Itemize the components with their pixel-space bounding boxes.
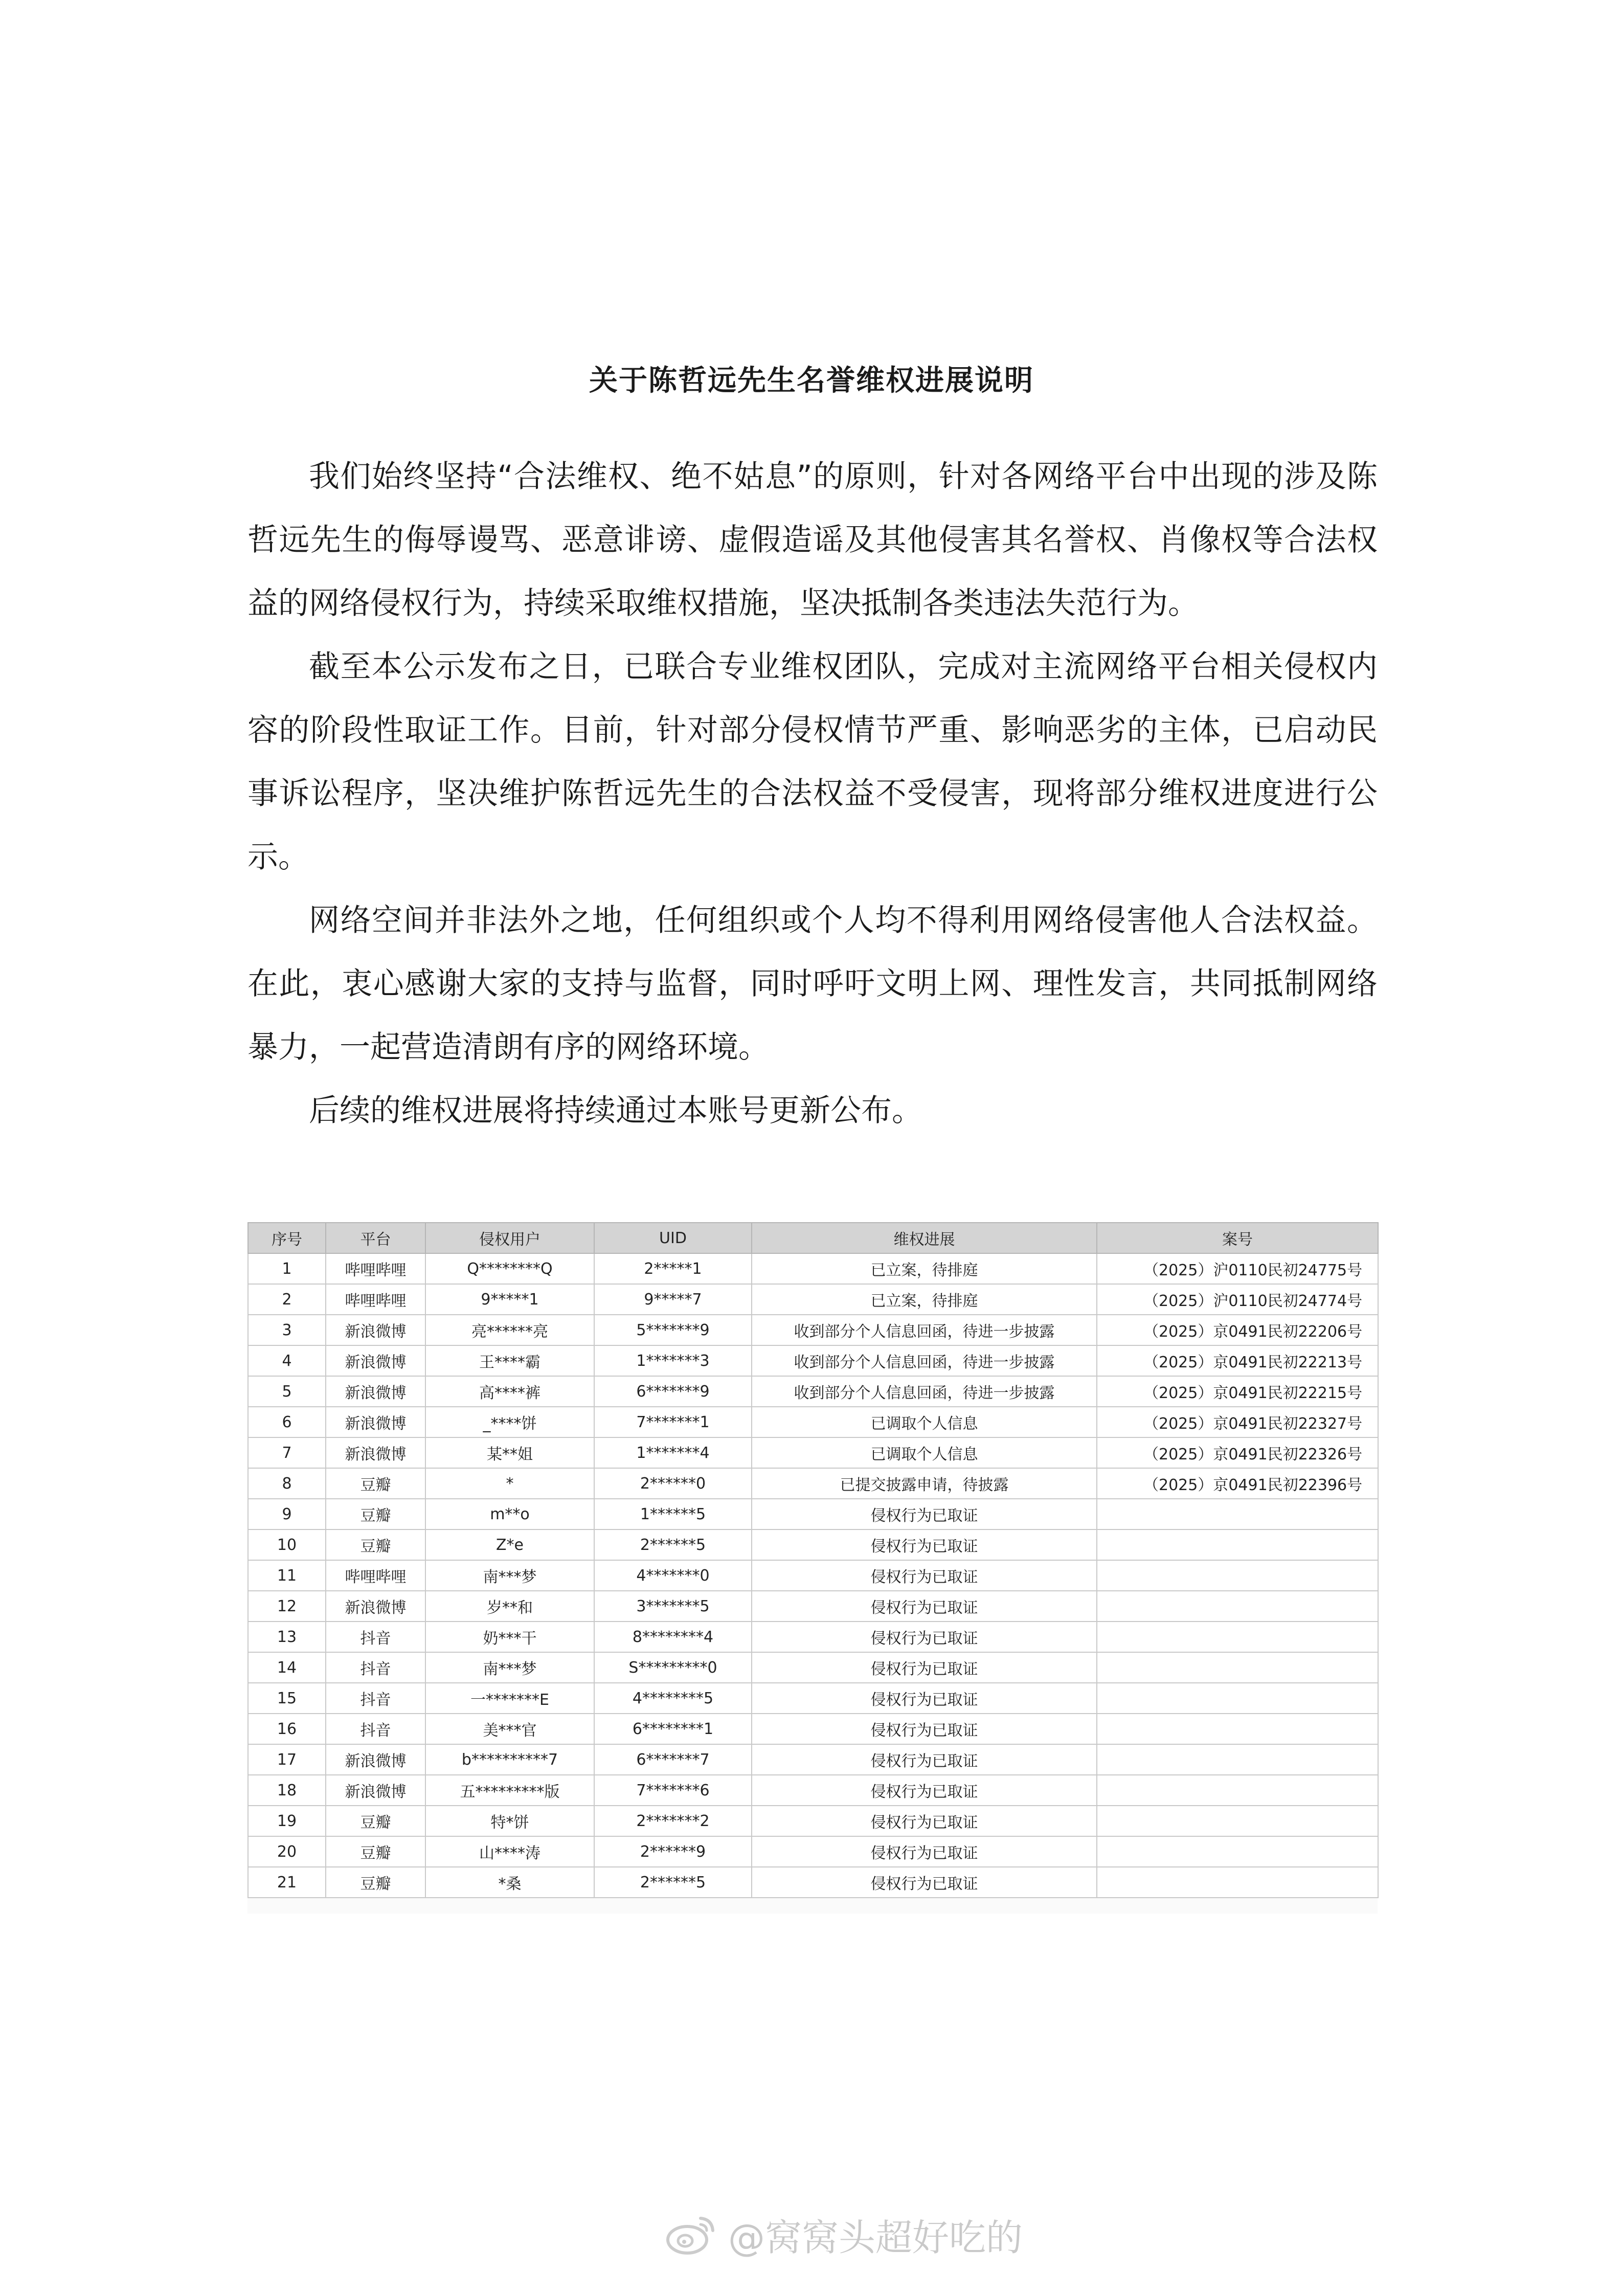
cell-progress: 收到部分个人信息回函，待进一步披露 <box>752 1315 1097 1345</box>
cell-index: 20 <box>248 1836 326 1867</box>
cell-uid: 5*******9 <box>594 1315 752 1345</box>
table-row <box>248 1284 1378 1315</box>
cell-uid: 6*******9 <box>594 1376 752 1407</box>
table-row <box>248 1499 1378 1529</box>
cell-index: 12 <box>248 1591 326 1622</box>
table-row <box>248 1529 1378 1560</box>
table-row <box>248 1591 1378 1622</box>
case-table-container <box>247 1222 1378 1914</box>
cell-index: 4 <box>248 1345 326 1376</box>
document-title: 关于陈哲远先生名誉维权进展说明 <box>589 364 1034 397</box>
table-row <box>248 1345 1378 1376</box>
cell-progress: 侵权行为已取证 <box>752 1591 1097 1622</box>
cell-uid: 4********5 <box>594 1683 752 1714</box>
cell-progress: 收到部分个人信息回函，待进一步披露 <box>752 1376 1097 1407</box>
document-body <box>247 445 1378 1142</box>
cell-case-number <box>1097 1560 1378 1591</box>
table-row <box>248 1683 1378 1714</box>
cell-index: 10 <box>248 1529 326 1560</box>
cell-progress: 侵权行为已取证 <box>752 1499 1097 1529</box>
cell-case-number: （2025）京0491民初22206号 <box>1097 1315 1378 1345</box>
cell-case-number <box>1097 1622 1378 1652</box>
table-row <box>248 1560 1378 1591</box>
watermark <box>665 2209 1023 2260</box>
table-row <box>248 1806 1378 1836</box>
cell-platform: 新浪微博 <box>326 1591 425 1622</box>
cell-index: 21 <box>248 1867 326 1898</box>
cell-user: 五*********版 <box>425 1775 594 1806</box>
cell-index: 5 <box>248 1376 326 1407</box>
cell-index: 13 <box>248 1622 326 1652</box>
table-row <box>248 1714 1378 1744</box>
cell-uid: 7*******6 <box>594 1775 752 1806</box>
table-row <box>248 1315 1378 1345</box>
cell-progress: 已提交披露申请，待披露 <box>752 1468 1097 1499</box>
cell-user: 山****涛 <box>425 1836 594 1867</box>
cell-case-number <box>1097 1714 1378 1744</box>
table-row <box>248 1867 1378 1898</box>
cell-case-number <box>1097 1775 1378 1806</box>
cell-platform: 新浪微博 <box>326 1345 425 1376</box>
cell-index: 6 <box>248 1407 326 1437</box>
cell-case-number <box>1097 1529 1378 1560</box>
header-uid: UID <box>594 1223 752 1253</box>
paragraph: 我们始终坚持“合法维权、绝不姑息”的原则，针对各网络平台中出现的涉及陈哲远先生的侮辱谩骂、恶意诽谤、虚假造谣及其他侵害其名誉权、肖像权等合法权益的网络侵权行为，持续采取维权措施，坚决抵制各类违法失范行为。 <box>247 459 1378 621</box>
cell-platform: 新浪微博 <box>326 1407 425 1437</box>
cell-case-number <box>1097 1652 1378 1683</box>
header-progress: 维权进展 <box>752 1223 1097 1253</box>
cell-index: 15 <box>248 1683 326 1714</box>
cell-platform: 哔哩哔哩 <box>326 1284 425 1315</box>
cell-platform: 抖音 <box>326 1622 425 1652</box>
table-row <box>248 1775 1378 1806</box>
cell-case-number <box>1097 1806 1378 1836</box>
cell-progress: 已立案，待排庭 <box>752 1253 1097 1284</box>
cell-user: 一*******E <box>425 1683 594 1714</box>
cell-user: 南***梦 <box>425 1560 594 1591</box>
cell-index: 3 <box>248 1315 326 1345</box>
header-user: 侵权用户 <box>425 1223 594 1253</box>
cell-case-number: （2025）沪0110民初24775号 <box>1097 1253 1378 1284</box>
cell-uid: 6********1 <box>594 1714 752 1744</box>
cell-user: 美***官 <box>425 1714 594 1744</box>
cell-platform: 豆瓣 <box>326 1468 425 1499</box>
table-row <box>248 1376 1378 1407</box>
cell-case-number <box>1097 1683 1378 1714</box>
cell-index: 8 <box>248 1468 326 1499</box>
cell-user: Q********Q <box>425 1253 594 1284</box>
cell-platform: 新浪微博 <box>326 1315 425 1345</box>
cell-uid: 1*******4 <box>594 1437 752 1468</box>
cell-progress: 侵权行为已取证 <box>752 1806 1097 1836</box>
cell-user: 王****霸 <box>425 1345 594 1376</box>
cell-user: b**********7 <box>425 1744 594 1775</box>
cell-platform: 豆瓣 <box>326 1499 425 1529</box>
table-row <box>248 1652 1378 1683</box>
table-body <box>248 1253 1378 1898</box>
cell-user: 奶***干 <box>425 1622 594 1652</box>
weibo-logo-icon <box>665 2214 716 2255</box>
cell-case-number <box>1097 1836 1378 1867</box>
cell-case-number: （2025）沪0110民初24774号 <box>1097 1284 1378 1315</box>
cell-progress: 侵权行为已取证 <box>752 1652 1097 1683</box>
cell-case-number: （2025）京0491民初22326号 <box>1097 1437 1378 1468</box>
cell-platform: 豆瓣 <box>326 1836 425 1867</box>
cell-uid: S*********0 <box>594 1652 752 1683</box>
cell-user: 高****裤 <box>425 1376 594 1407</box>
header-index: 序号 <box>248 1223 326 1253</box>
cell-index: 19 <box>248 1806 326 1836</box>
cell-progress: 已调取个人信息 <box>752 1407 1097 1437</box>
cell-platform: 哔哩哔哩 <box>326 1253 425 1284</box>
cell-progress: 侵权行为已取证 <box>752 1744 1097 1775</box>
cell-platform: 哔哩哔哩 <box>326 1560 425 1591</box>
cell-uid: 2******5 <box>594 1867 752 1898</box>
header-platform: 平台 <box>326 1223 425 1253</box>
cell-platform: 新浪微博 <box>326 1437 425 1468</box>
cell-index: 9 <box>248 1499 326 1529</box>
cell-user: 岁**和 <box>425 1591 594 1622</box>
cell-index: 1 <box>248 1253 326 1284</box>
cell-uid: 2******0 <box>594 1468 752 1499</box>
cell-case-number: （2025）京0491民初22396号 <box>1097 1468 1378 1499</box>
table-row <box>248 1836 1378 1867</box>
table-row <box>248 1622 1378 1652</box>
cell-user: * <box>425 1468 594 1499</box>
cell-uid: 2******9 <box>594 1836 752 1867</box>
cell-user: 南***梦 <box>425 1652 594 1683</box>
header-case-number: 案号 <box>1097 1223 1378 1253</box>
cell-index: 7 <box>248 1437 326 1468</box>
cell-case-number: （2025）京0491民初22213号 <box>1097 1345 1378 1376</box>
paragraph: 截至本公示发布之日，已联合专业维权团队，完成对主流网络平台相关侵权内容的阶段性取证工作。目前，针对部分侵权情节严重、影响恶劣的主体，已启动民事诉讼程序，坚决维护陈哲远先生的合法权益不受侵害，现将部分维权进度进行公示。 <box>247 649 1378 875</box>
cell-user: 特*饼 <box>425 1806 594 1836</box>
cell-case-number <box>1097 1744 1378 1775</box>
cell-case-number <box>1097 1499 1378 1529</box>
cell-platform: 豆瓣 <box>326 1529 425 1560</box>
cell-platform: 新浪微博 <box>326 1376 425 1407</box>
table-row <box>248 1253 1378 1284</box>
cell-platform: 抖音 <box>326 1683 425 1714</box>
cell-progress: 收到部分个人信息回函，待进一步披露 <box>752 1345 1097 1376</box>
cell-user: *桑 <box>425 1867 594 1898</box>
cell-uid: 3*******5 <box>594 1591 752 1622</box>
watermark-text: @窝窝头超好吃的 <box>728 2216 1023 2259</box>
cell-uid: 4*******0 <box>594 1560 752 1591</box>
cell-uid: 2*****1 <box>594 1253 752 1284</box>
cell-progress: 已立案，待排庭 <box>752 1284 1097 1315</box>
cell-uid: 9*****7 <box>594 1284 752 1315</box>
paragraph: 后续的维权进展将持续通过本账号更新公布。 <box>309 1093 922 1129</box>
cell-index: 11 <box>248 1560 326 1591</box>
cell-index: 16 <box>248 1714 326 1744</box>
cell-progress: 侵权行为已取证 <box>752 1836 1097 1867</box>
cell-progress: 侵权行为已取证 <box>752 1622 1097 1652</box>
cell-uid: 1*******3 <box>594 1345 752 1376</box>
cell-platform: 豆瓣 <box>326 1806 425 1836</box>
table-row <box>248 1437 1378 1468</box>
cell-user: m**o <box>425 1499 594 1529</box>
cell-platform: 抖音 <box>326 1714 425 1744</box>
cell-progress: 侵权行为已取证 <box>752 1560 1097 1591</box>
cell-platform: 新浪微博 <box>326 1775 425 1806</box>
cell-case-number <box>1097 1591 1378 1622</box>
cell-uid: 1******5 <box>594 1499 752 1529</box>
cell-user: 某**姐 <box>425 1437 594 1468</box>
cell-user: 亮******亮 <box>425 1315 594 1345</box>
cell-progress: 侵权行为已取证 <box>752 1714 1097 1744</box>
cell-uid: 2*******2 <box>594 1806 752 1836</box>
cell-index: 14 <box>248 1652 326 1683</box>
cell-progress: 侵权行为已取证 <box>752 1683 1097 1714</box>
cell-case-number <box>1097 1867 1378 1898</box>
cell-index: 18 <box>248 1775 326 1806</box>
table-row <box>248 1407 1378 1437</box>
cell-uid: 2******5 <box>594 1529 752 1560</box>
cell-user: _****饼 <box>425 1407 594 1437</box>
cell-user: 9*****1 <box>425 1284 594 1315</box>
cell-progress: 已调取个人信息 <box>752 1437 1097 1468</box>
cell-user: Z*e <box>425 1529 594 1560</box>
table-row <box>248 1744 1378 1775</box>
cell-uid: 6*******7 <box>594 1744 752 1775</box>
cell-platform: 豆瓣 <box>326 1867 425 1898</box>
cell-uid: 8********4 <box>594 1622 752 1652</box>
table-row <box>248 1468 1378 1499</box>
cell-index: 17 <box>248 1744 326 1775</box>
paragraph: 网络空间并非法外之地，任何组织或个人均不得利用网络侵害他人合法权益。在此，衷心感谢大家的支持与监督，同时呼吁文明上网、理性发言，共同抵制网络暴力，一起营造清朗有序的网络环境。 <box>247 903 1378 1065</box>
cell-case-number: （2025）京0491民初22215号 <box>1097 1376 1378 1407</box>
cell-progress: 侵权行为已取证 <box>752 1867 1097 1898</box>
cell-case-number: （2025）京0491民初22327号 <box>1097 1407 1378 1437</box>
cell-progress: 侵权行为已取证 <box>752 1529 1097 1560</box>
table-header-row <box>248 1223 1378 1253</box>
cell-platform: 新浪微博 <box>326 1744 425 1775</box>
case-table <box>247 1222 1379 1898</box>
cell-index: 2 <box>248 1284 326 1315</box>
cell-progress: 侵权行为已取证 <box>752 1775 1097 1806</box>
cell-uid: 7*******1 <box>594 1407 752 1437</box>
cell-platform: 抖音 <box>326 1652 425 1683</box>
